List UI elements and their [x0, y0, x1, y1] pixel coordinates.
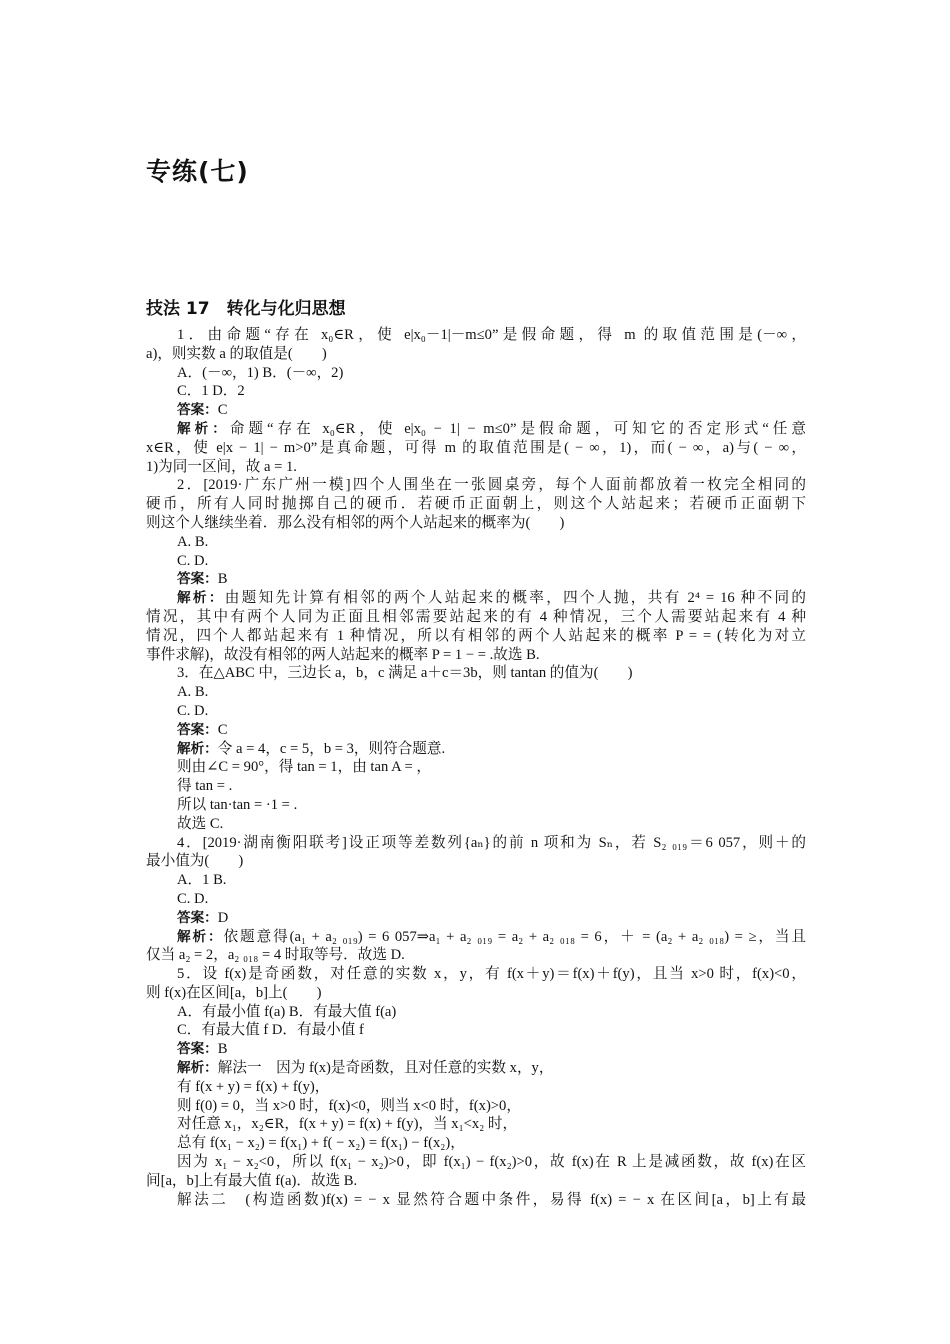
text-line: 则这个人继续坐着．那么没有相邻的两个人站起来的概率为( )	[146, 514, 565, 531]
text-line: A. B.	[177, 684, 209, 701]
document-body	[146, 326, 806, 1209]
text-line: 解法二 (构造函数)f(x) = − x 显然符合题中条件，易得 f(x) = − x 在区间[a，b]上有最	[177, 1191, 806, 1208]
text-line: 对任意 x₁，x₂∈R，f(x + y) = f(x) + f(y)，当 x₁<x₂ 时，	[177, 1116, 518, 1133]
analysis-label: 解析：	[177, 740, 218, 757]
text-line: x∈R，使 e|x − 1| − m>0”是真命题，可得 m 的取值范围是( − ∞，1)，而( − ∞，a)与( − ∞，	[146, 439, 806, 456]
answer-line	[146, 401, 806, 420]
text-line: 总有 f(x₁ − x₂) = f(x₁) + f( − x₂) = f(x₁) − f(x₂)，	[177, 1135, 465, 1152]
answer-value: C	[217, 402, 228, 419]
text-run: 依题意得(a₁ + a₂ ₀₁₉) = 6 057⇒a₁ + a₂ ₀₁₉ = a₂ + a₂ ₀₁₈ = 6，＋ = (a₂ + a₂ ₀₁₈) = ≥，当且	[223, 928, 806, 945]
text-line: 所以 tan·tan = ·1 = .	[177, 796, 298, 813]
text-line: C. D.	[177, 552, 209, 569]
text-line: 4．[2019·湖南衡阳联考]设正项等差数列{aₙ}的前 n 项和为 Sₙ，若 S₂ ₀₁₉＝6 057，则＋的	[177, 834, 806, 851]
text-run: 命题“存在 x₀∈R，使 e|x₀ − 1| − m≤0”是假命题，可知它的否定形式“任意	[229, 420, 807, 437]
text-line: 1)为同一区间，故 a = 1.	[146, 458, 297, 475]
analysis-label: 解析：	[177, 420, 230, 437]
answer-line	[146, 909, 806, 928]
answer-value: B	[217, 571, 228, 588]
text-line: 因为 x₁ − x₂<0，所以 f(x₁ − x₂)>0，即 f(x₁) − f(x₂)>0，故 f(x)在 R 上是减函数，故 f(x)在区	[177, 1154, 806, 1171]
text-line: 2．[2019·广东广州一模]四个人围坐在一张圆桌旁，每个人面前都放着一枚完全相同的	[177, 477, 806, 494]
answer-line	[146, 570, 806, 589]
text-line: 间[a，b]上有最大值 f(a)．故选 B.	[146, 1172, 358, 1189]
answer-label: 答案：	[177, 721, 218, 738]
text-line: C．1 D．2	[177, 383, 245, 400]
text-run: 由题知先计算有相邻的两个人站起来的概率，四个人抛，共有 2⁴ = 16 种不同的	[224, 590, 807, 607]
answer-line	[146, 1040, 806, 1059]
analysis-label: 解析：	[177, 928, 224, 945]
text-line: A．有最小值 f(a) B．有最大值 f(a)	[177, 1003, 397, 1020]
text-line	[146, 740, 806, 759]
text-line	[146, 420, 806, 439]
answer-label: 答案：	[177, 909, 218, 926]
text-line: 事件求解)，故没有相邻的两人站起来的概率 P = 1 − = .故选 B.	[146, 646, 540, 663]
text-line: 则 f(x)在区间[a，b]上( )	[146, 984, 322, 1001]
text-run: 令 a = 4，c = 5，b = 3，则符合题意.	[217, 740, 446, 757]
text-line	[146, 1059, 806, 1078]
answer-value: D	[217, 909, 229, 926]
text-line: 3．在△ABC 中，三边长 a，b，c 满足 a＋c＝3b，则 tantan 的值为( )	[177, 665, 633, 682]
answer-label: 答案：	[177, 571, 218, 588]
page-title: 专练(七)	[146, 157, 249, 186]
text-line: C. D.	[177, 702, 209, 719]
text-line: 则由∠C = 90°，得 tan = 1，由 tan A = ，	[177, 759, 431, 776]
text-line: 情况，其中有两个人同为正面且相邻需要站起来的有 4 种情况，三个人需要站起来有 4 种	[146, 608, 806, 625]
text-line: 得 tan = .	[177, 778, 233, 795]
answer-value: C	[217, 721, 228, 738]
text-line: C. D.	[177, 890, 209, 907]
analysis-label: 解析：	[177, 590, 225, 607]
text-line: 最小值为( )	[146, 853, 244, 870]
text-line: a)，则实数 a 的取值是( )	[146, 345, 327, 362]
text-line: A. B.	[177, 533, 209, 550]
answer-line	[146, 721, 806, 740]
text-line: 硬币，所有人同时抛掷自己的硬币．若硬币正面朝上，则这个人站起来；若硬币正面朝下	[146, 496, 806, 513]
text-line: A．(－∞，1) B．(－∞，2)	[177, 364, 344, 381]
text-line: 5．设 f(x)是奇函数，对任意的实数 x，y，有 f(x＋y)＝f(x)＋f(y)，且当 x>0 时，f(x)<0，	[177, 966, 806, 983]
section-heading: 技法 17 转化与化归思想	[146, 299, 346, 319]
answer-label: 答案：	[177, 402, 218, 419]
text-line: 情况，四个人都站起来有 1 种情况，所以有相邻的两个人站起来的概率 P = = (转化为对立	[146, 627, 806, 644]
analysis-label: 解析：	[177, 1060, 218, 1077]
answer-value: B	[217, 1041, 228, 1058]
text-line: 仅当 a₂ = 2，a₂ ₀₁₈ = 4 时取等号．故选 D.	[146, 947, 405, 964]
text-line: 则 f(0) = 0，当 x>0 时，f(x)<0，则当 x<0 时，f(x)>0，	[177, 1097, 521, 1114]
text-line: 1．由命题“存在 x₀∈R，使 e|x₀－1|－m≤0”是假命题，得 m 的取值范围是(－∞，	[177, 327, 806, 343]
text-line: 故选 C.	[177, 815, 224, 832]
text-line	[146, 589, 806, 608]
text-line: 有 f(x + y) = f(x) + f(y)，	[177, 1078, 330, 1095]
text-line	[146, 928, 806, 947]
text-line: A．1 B.	[177, 872, 227, 889]
text-line: C．有最大值 f D．有最小值 f	[177, 1022, 364, 1039]
answer-label: 答案：	[177, 1041, 218, 1058]
text-run: 解法一 因为 f(x)是奇函数，且对任意的实数 x，y，	[217, 1060, 554, 1077]
